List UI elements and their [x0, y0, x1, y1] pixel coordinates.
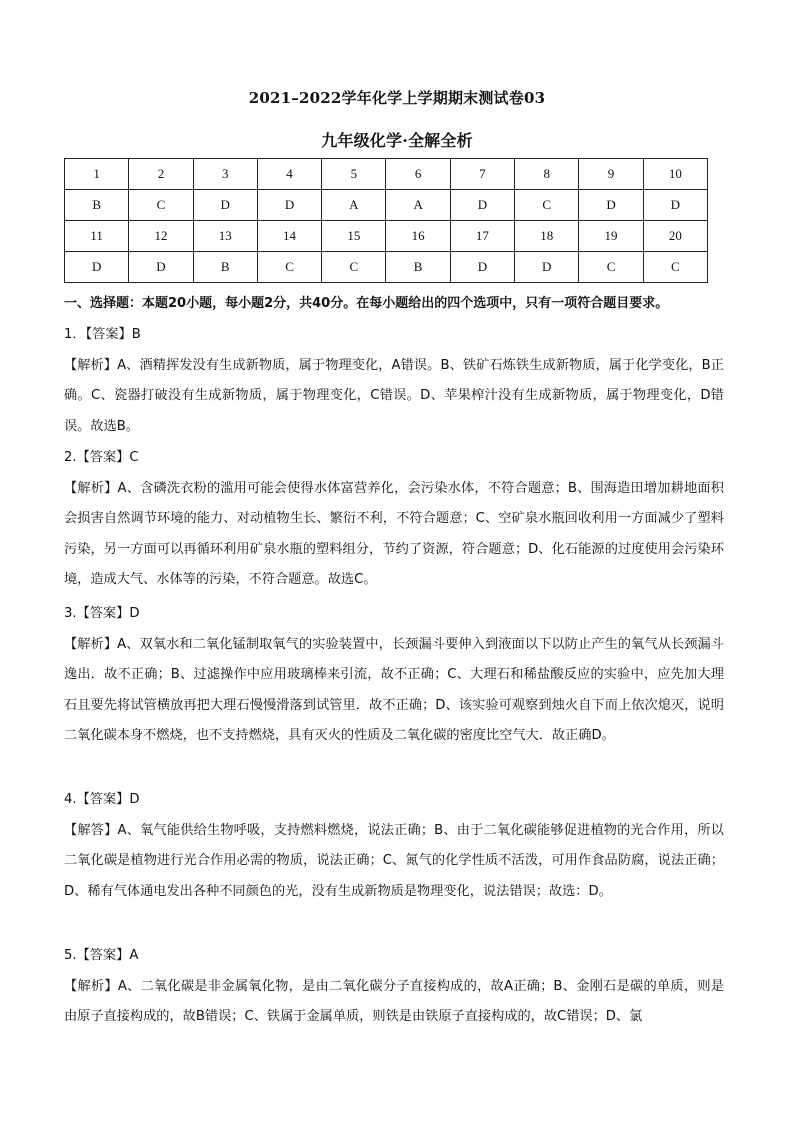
- table-cell: C: [322, 252, 386, 283]
- table-cell: D: [643, 190, 707, 221]
- question-5: [64, 941, 724, 1033]
- table-cell: D: [65, 252, 129, 283]
- table-cell: D: [579, 190, 643, 221]
- table-cell: D: [193, 190, 257, 221]
- question-2: [64, 443, 724, 596]
- document-title: 2021–2022学年化学上学期期末测试卷03: [248, 89, 546, 107]
- question-1: [64, 320, 724, 442]
- table-cell: 9: [579, 159, 643, 190]
- table-cell: B: [193, 252, 257, 283]
- answer-line: 2.【答案】C: [64, 450, 139, 465]
- question-4: [64, 785, 724, 907]
- section-heading: 一、选择题：本题20小题，每小题2分，共40分。在每小题给出的四个选项中，只有一项符合题目要求。: [64, 296, 669, 311]
- table-cell: C: [643, 252, 707, 283]
- table-cell: 8: [515, 159, 579, 190]
- table-cell: 20: [643, 221, 707, 252]
- table-cell: 4: [257, 159, 321, 190]
- answer-table: [64, 158, 708, 283]
- table-cell: D: [450, 190, 514, 221]
- table-cell: A: [386, 190, 450, 221]
- table-cell: 7: [450, 159, 514, 190]
- table-cell: C: [579, 252, 643, 283]
- table-cell: 13: [193, 221, 257, 252]
- table-cell: 11: [65, 221, 129, 252]
- table-cell: 2: [129, 159, 193, 190]
- answer-table-row: [65, 252, 708, 283]
- table-cell: D: [515, 252, 579, 283]
- table-cell: 1: [65, 159, 129, 190]
- answer-line: 3.【答案】D: [64, 606, 140, 621]
- explanation-paragraph: 【解析】A、双氧水和二氧化锰制取氧气的实验装置中，长颈漏斗要伸入到液面以下以防止产生的氧气从长颈漏斗逸出．故不正确；B、过滤操作中应用玻璃棒来引流，故不正确；C、大理石和稀盐酸反应的实验中，应先加大理石且要先将试管横放再把大理石慢慢滑落到试管里．故不正确；D、该实验可观察到烛火自下而上依次熄灭，说明二氧化碳本身不燃烧，也不支持燃烧，具有灭火的性质及二氧化碳的密度比空气大．故正确D。: [64, 636, 724, 743]
- table-cell: 18: [515, 221, 579, 252]
- table-cell: C: [129, 190, 193, 221]
- table-cell: B: [65, 190, 129, 221]
- table-cell: 10: [643, 159, 707, 190]
- table-cell: D: [129, 252, 193, 283]
- table-cell: D: [257, 190, 321, 221]
- table-cell: 3: [193, 159, 257, 190]
- answer-line: 4.【答案】D: [64, 792, 140, 807]
- answer-table-row: [65, 190, 708, 221]
- answer-line: 1．【答案】B: [64, 327, 141, 342]
- table-cell: 15: [322, 221, 386, 252]
- table-cell: C: [257, 252, 321, 283]
- table-cell: B: [386, 252, 450, 283]
- answer-table-row: [65, 159, 708, 190]
- table-cell: 12: [129, 221, 193, 252]
- table-cell: 19: [579, 221, 643, 252]
- table-cell: C: [515, 190, 579, 221]
- table-cell: 6: [386, 159, 450, 190]
- table-cell: A: [322, 190, 386, 221]
- table-cell: 14: [257, 221, 321, 252]
- question-3: [64, 599, 724, 752]
- answer-table-row: [65, 221, 708, 252]
- table-cell: 16: [386, 221, 450, 252]
- explanation-paragraph: 【解析】A、含磷洗衣粉的滥用可能会使得水体富营养化，会污染水体，不符合题意；B、围海造田增加耕地面积会损害自然调节环境的能力、对动植物生长、繁衍不利，不符合题意；C、空矿泉水瓶回收利用一方面减少了塑料污染，另一方面可以再循环利用矿泉水瓶的塑料组分，节约了资源，符合题意；D、化石能源的过度使用会污染环境，造成大气、水体等的污染，不符合题意。故选C。: [64, 480, 724, 587]
- explanation-paragraph: 【解答】A、氧气能供给生物呼吸，支持燃料燃烧，说法正确；B、由于二氧化碳能够促进植物的光合作用，所以二氧化碳是植物进行光合作用必需的物质，说法正确；C、氮气的化学性质不活泼，可用作食品防腐，说法正确；D、稀有气体通电发出各种不同颜色的光，没有生成新物质是物理变化，说法错误；故选：D。: [64, 822, 724, 899]
- explanation-paragraph: 【解析】A、二氧化碳是非金属氧化物，是由二氧化碳分子直接构成的，故A正确；B、金刚石是碳的单质，则是由原子直接构成的，故B错误；C、铁属于金属单质，则铁是由铁原子直接构成的，故C错误；D、氯: [64, 978, 724, 1024]
- document-subtitle: 九年级化学·全解全析: [321, 131, 473, 150]
- table-cell: 17: [450, 221, 514, 252]
- explanation-paragraph: 【解析】A、酒精挥发没有生成新物质，属于物理变化，A错误。B、铁矿石炼铁生成新物质，属于化学变化，B正确。C、瓷器打破没有生成新物质，属于物理变化，C错误。D、苹果榨汁没有生成新物质，属于物理变化，D错误。故选B。: [64, 357, 724, 434]
- table-cell: D: [450, 252, 514, 283]
- answer-line: 5.【答案】A: [64, 948, 139, 963]
- table-cell: 5: [322, 159, 386, 190]
